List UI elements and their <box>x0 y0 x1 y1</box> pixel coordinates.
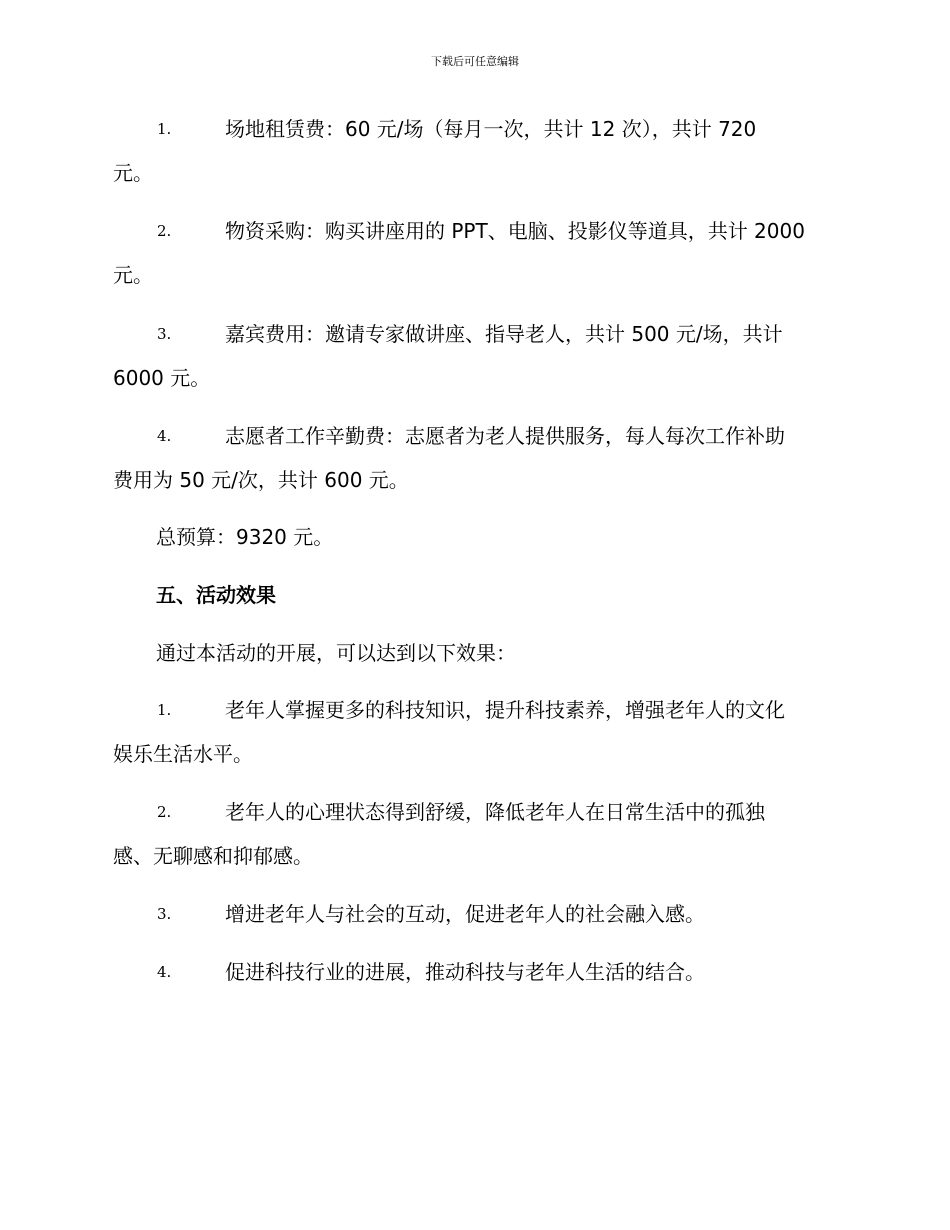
budget-item <box>113 218 843 288</box>
page-header: 下载后可任意编辑 <box>431 55 519 68</box>
section-heading-text: 五、活动效果 <box>156 583 276 607</box>
total-budget-text: 总预算：9320 元。 <box>156 525 334 549</box>
effect-item <box>113 799 843 869</box>
list-item-continuation: 6000 元。 <box>113 366 211 390</box>
budget-item <box>113 423 843 493</box>
list-item-continuation: 费用为 50 元/次，共计 600 元。 <box>113 468 409 492</box>
effects-intro-text: 通过本活动的开展，可以达到以下效果： <box>156 641 516 665</box>
list-number: 4. <box>157 963 172 981</box>
list-number: 3. <box>157 905 172 923</box>
list-item-text: 促进科技行业的进展，推动科技与老年人生活的结合。 <box>225 960 705 984</box>
list-item-continuation: 元。 <box>113 161 153 185</box>
list-item-text: 嘉宾费用：邀请专家做讲座、指导老人，共计 500 元/场，共计 <box>225 322 783 346</box>
list-number: 4. <box>157 427 172 445</box>
list-item-continuation: 娱乐生活水平。 <box>113 742 253 766</box>
list-number: 2. <box>157 803 172 821</box>
list-item-text: 老年人的心理状态得到舒缓，降低老年人在日常生活中的孤独 <box>225 800 765 824</box>
list-item-text: 增进老年人与社会的互动，促进老年人的社会融入感。 <box>225 902 705 926</box>
list-item-text: 物资采购：购买讲座用的 PPT、电脑、投影仪等道具，共计 2000 <box>225 219 805 243</box>
effect-item <box>113 959 843 985</box>
effect-item <box>113 901 843 927</box>
list-item-text: 老年人掌握更多的科技知识，提升科技素养，增强老年人的文化 <box>225 698 785 722</box>
list-number: 1. <box>157 701 172 719</box>
section-heading <box>113 582 843 608</box>
budget-item <box>113 321 843 391</box>
effect-item <box>113 697 843 767</box>
list-number: 2. <box>157 222 172 240</box>
list-item-text: 场地租赁费：60 元/场（每月一次，共计 12 次），共计 720 <box>225 117 757 141</box>
list-number: 1. <box>157 120 172 138</box>
budget-item <box>113 116 843 186</box>
list-item-text: 志愿者工作辛勤费：志愿者为老人提供服务，每人每次工作补助 <box>225 424 785 448</box>
effects-intro <box>113 640 843 666</box>
list-item-continuation: 感、无聊感和抑郁感。 <box>113 844 313 868</box>
list-number: 3. <box>157 325 172 343</box>
total-budget <box>113 524 843 550</box>
list-item-continuation: 元。 <box>113 263 153 287</box>
